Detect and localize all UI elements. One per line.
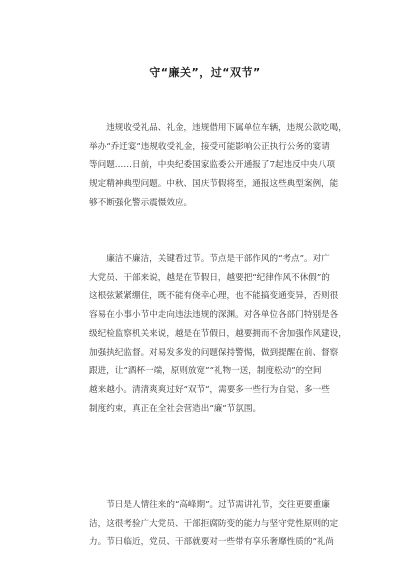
text-line: 越来越小。清清爽爽过好“双节”，需要多一些行为自觉、多一些 xyxy=(89,384,330,395)
text-line: 力。节日临近，党员、干部就要对一些带有享乐奢靡性质的“礼尚 xyxy=(89,537,335,548)
text-line: 节日是人情往来的“高峰期”。过节需讲礼节，交往更要重廉 xyxy=(89,500,330,510)
text-line: 这根弦紧紧绷住，既不能有侥幸心理，也不能搞变通变异，否则很 xyxy=(89,291,339,302)
text-line: 大党员、干部来说，越是在节假日，越要把“纪律作风不休假”的 xyxy=(89,272,330,283)
text-line: 违规收受礼品、礼金，违规借用下属单位车辆，违规公款吃喝， xyxy=(89,123,347,133)
document-title: 守“廉关”，过“双节” xyxy=(149,66,261,79)
text-line: 廉洁不廉洁，关键看过节。节点是干部作风的“考点”。对广 xyxy=(89,254,330,264)
paragraph-1 xyxy=(89,119,350,213)
paragraph-2 xyxy=(89,250,350,418)
text-line: 等问题……日前，中央纪委国家监委公开通报了7起违反中央八项 xyxy=(89,160,336,171)
text-line: 洁，这很考验广大党员、干部拒腐防变的能力与坚守党性原则的定 xyxy=(89,518,339,529)
text-line: 跟进，让“酒杯一端，原则放宽”“礼物一送，制度松动”的空间 xyxy=(89,366,322,377)
text-line: 举办“乔迁宴”违规收受礼金，接受可能影响公正执行公务的宴请 xyxy=(89,141,330,152)
paragraph-3 xyxy=(89,496,350,552)
text-line: 级纪检监察机关来说，越是在节假日，越要拥而不舍加强作风建设， xyxy=(89,328,347,339)
text-line: 加强执纪监督。对易发多发的问题保持警惕，做到提醒在前、督察 xyxy=(89,347,339,358)
text-line: 制度约束，真正在全社会营造出“廉”节氛围。 xyxy=(89,403,262,414)
text-line: 规定精神典型问题。中秋、国庆节假将至，通报这些典型案例，能 xyxy=(89,179,339,190)
text-line: 够不断强化警示震慑效应。 xyxy=(89,197,193,208)
text-line: 容易在小事小节中走向违法违规的深渊。对各单位各部门特别是各 xyxy=(89,310,339,321)
